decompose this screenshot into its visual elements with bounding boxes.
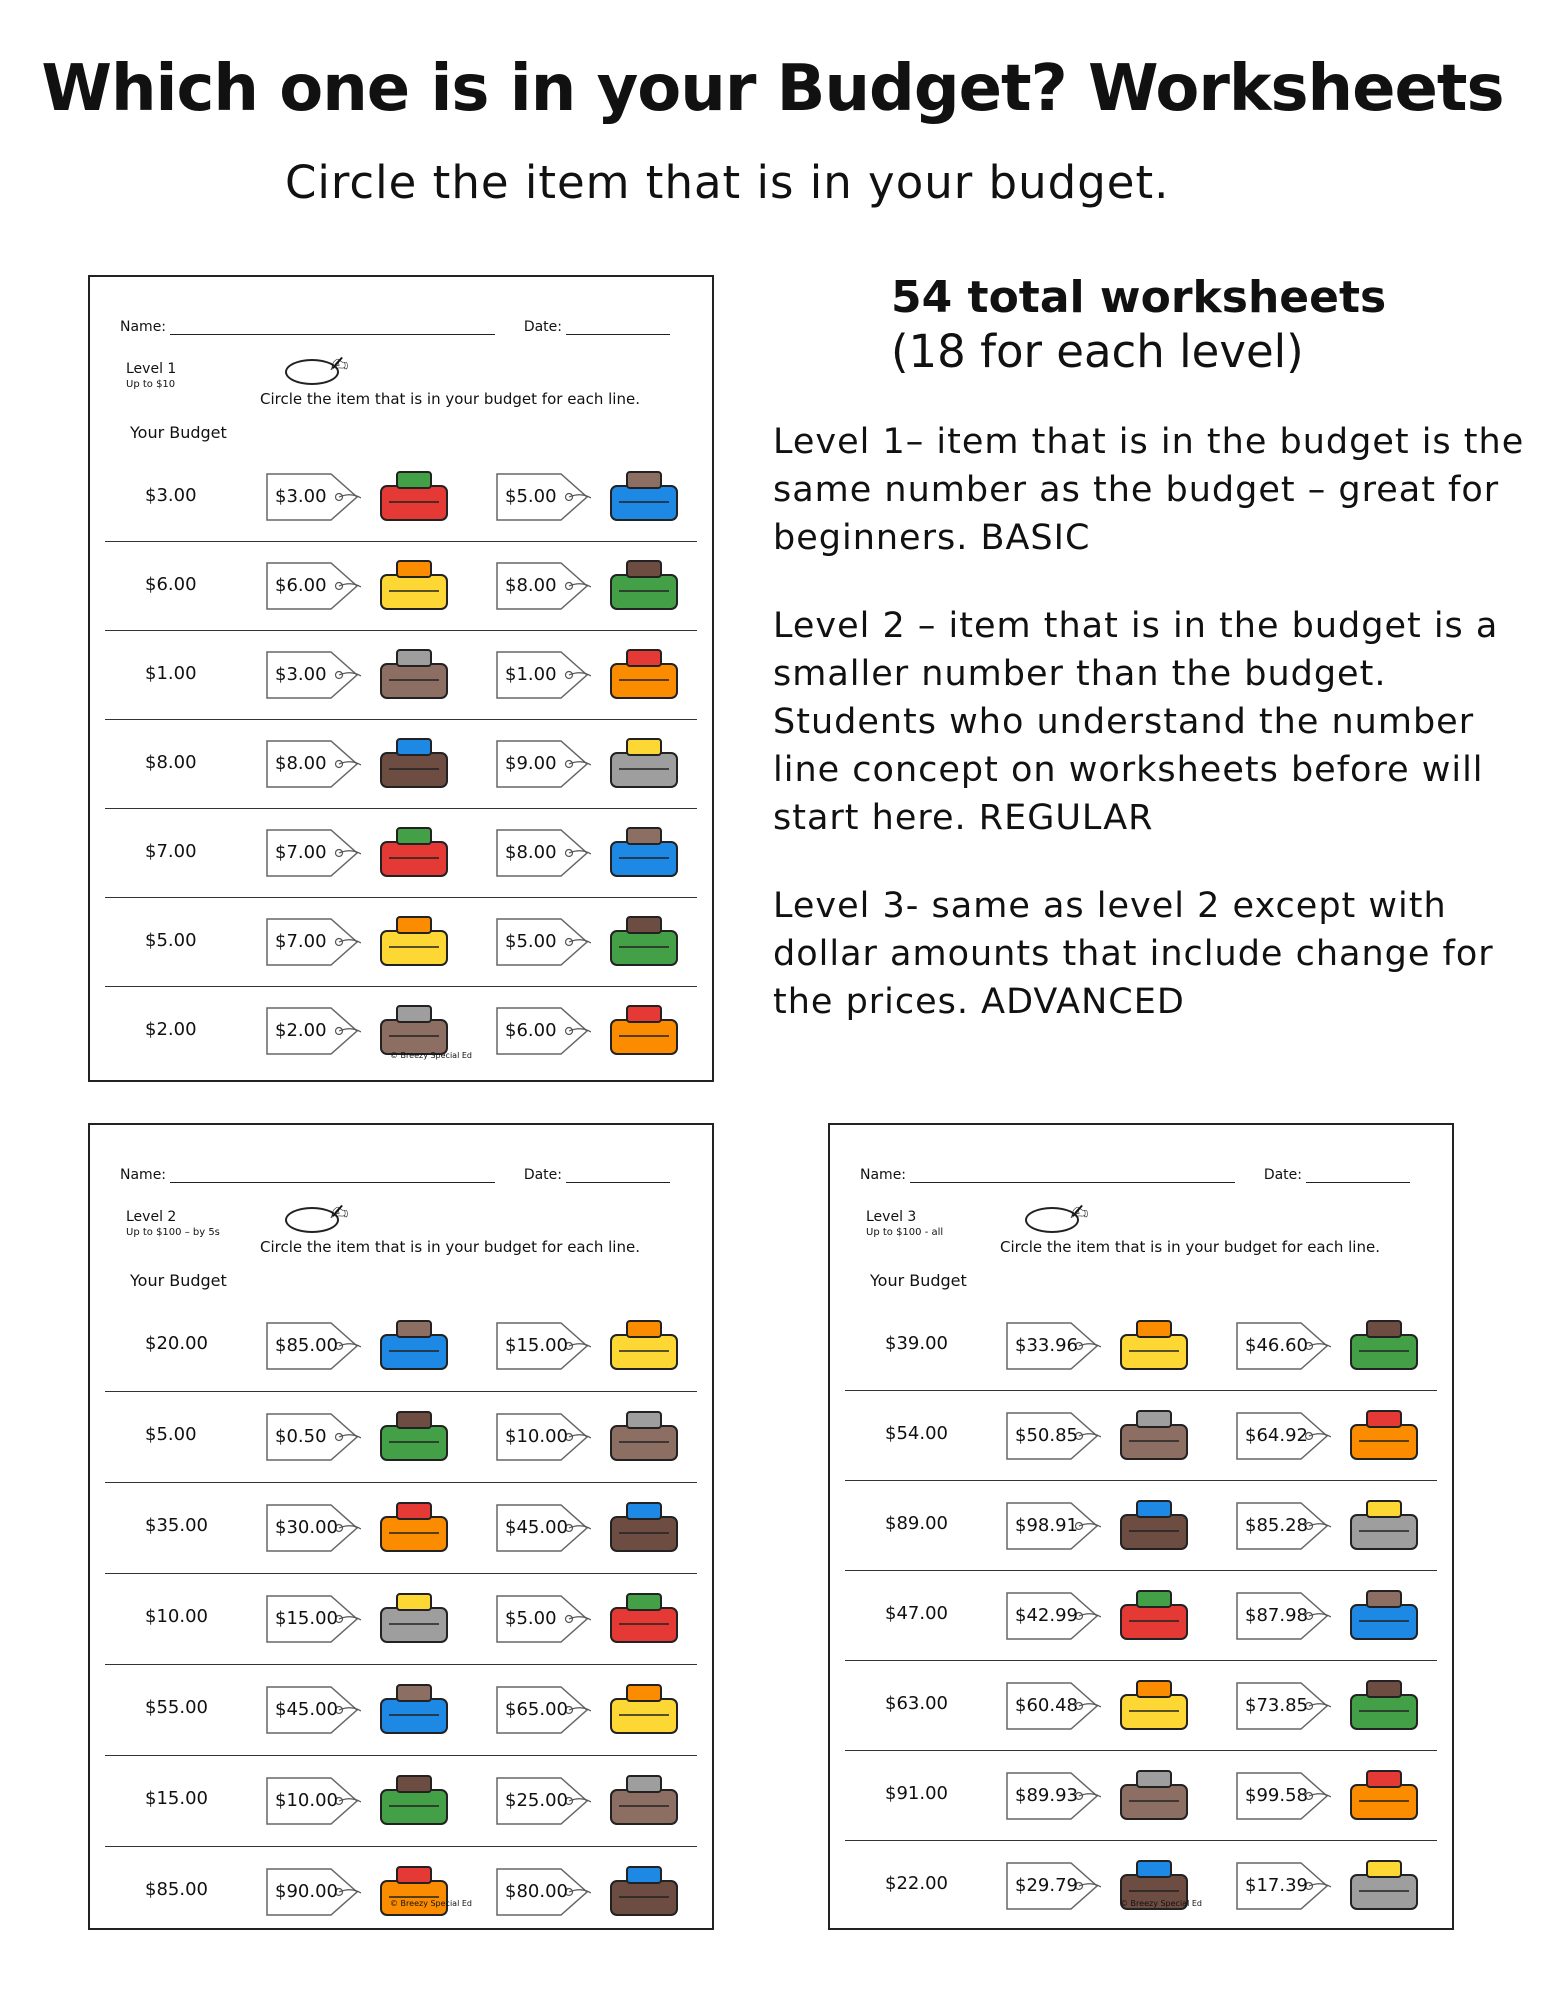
budget-amount: $22.00 xyxy=(885,1873,948,1894)
budget-row xyxy=(105,809,697,898)
price-label: $8.00 xyxy=(505,575,557,596)
price-label: $6.00 xyxy=(505,1020,557,1041)
chair-icon[interactable] xyxy=(1107,1581,1207,1651)
price-tag[interactable] xyxy=(1235,1501,1331,1551)
price-tag[interactable] xyxy=(495,472,591,522)
name-line[interactable] xyxy=(910,1182,1235,1183)
budget-rows xyxy=(105,1301,697,1937)
price-tag[interactable] xyxy=(265,1503,361,1553)
budget-amount: $85.00 xyxy=(145,1879,208,1900)
flowers-icon[interactable] xyxy=(1337,1671,1437,1741)
playhouse-icon[interactable] xyxy=(1337,1761,1437,1831)
budget-amount: $91.00 xyxy=(885,1783,948,1804)
price-tag[interactable] xyxy=(495,1412,591,1462)
level1-description: Level 1– item that is in the budget is the same number as the budget – great for beginners. BASIC xyxy=(773,422,1525,558)
price-tag[interactable] xyxy=(495,1685,591,1735)
level-name: Level 1 xyxy=(126,361,177,377)
price-label: $85.28 xyxy=(1245,1514,1308,1536)
blue-pliers-icon[interactable] xyxy=(367,1766,467,1836)
date-label: Date: xyxy=(523,319,562,335)
price-tag[interactable] xyxy=(265,650,361,700)
budget-amount: $6.00 xyxy=(145,574,197,595)
ruler-icon[interactable] xyxy=(597,640,697,710)
price-tag[interactable] xyxy=(1005,1771,1101,1821)
copyright: © Breezy Special Ed xyxy=(1120,1899,1202,1908)
price-label: $33.96 xyxy=(1015,1334,1078,1356)
tape-dispenser-icon[interactable] xyxy=(597,462,697,532)
budget-row xyxy=(105,1392,697,1483)
date-line[interactable] xyxy=(566,334,670,335)
kettle-grill-icon[interactable] xyxy=(1337,1491,1437,1561)
name-label: Name: xyxy=(120,1167,167,1183)
pointing-hand-icon: ✍ xyxy=(330,1201,349,1226)
level-name: Level 2 xyxy=(126,1209,177,1225)
budget-row xyxy=(105,1665,697,1756)
budget-amount: $47.00 xyxy=(885,1603,948,1624)
level-label xyxy=(126,361,176,393)
price-tag[interactable] xyxy=(265,561,361,611)
budget-row xyxy=(105,1756,697,1847)
worksheet-level-2 xyxy=(88,1123,714,1930)
pencils-icon[interactable] xyxy=(597,729,697,799)
budget-row xyxy=(105,1301,697,1392)
price-tag[interactable] xyxy=(265,828,361,878)
red-pens-icon[interactable] xyxy=(367,729,467,799)
price-tag[interactable] xyxy=(265,1867,361,1917)
budget-row xyxy=(105,987,697,1075)
price-tag[interactable] xyxy=(495,739,591,789)
price-label: $29.79 xyxy=(1015,1874,1078,1896)
budget-row xyxy=(845,1841,1437,1930)
budget-amount: $35.00 xyxy=(145,1515,208,1536)
info-panel xyxy=(773,272,1533,1026)
screwdriver-icon[interactable] xyxy=(597,1311,697,1381)
price-tag[interactable] xyxy=(265,739,361,789)
price-label: $42.99 xyxy=(1015,1604,1078,1626)
markers-icon[interactable] xyxy=(597,551,697,621)
level-range: Up to $100 - all xyxy=(866,1227,944,1238)
swing-set-icon[interactable] xyxy=(1107,1761,1207,1831)
budget-amount: $3.00 xyxy=(145,485,197,506)
price-label: $7.00 xyxy=(275,842,327,863)
price-tag[interactable] xyxy=(495,828,591,878)
tool-belt-icon[interactable] xyxy=(597,1493,697,1563)
budget-amount: $8.00 xyxy=(145,752,197,773)
price-label: $98.91 xyxy=(1015,1514,1078,1536)
budget-amount: $15.00 xyxy=(145,1788,208,1809)
budget-row xyxy=(105,453,697,542)
name-field xyxy=(860,1167,1235,1183)
budget-rows xyxy=(845,1301,1437,1930)
budget-row xyxy=(105,720,697,809)
level-name: Level 3 xyxy=(866,1209,917,1225)
doghouse-icon[interactable] xyxy=(1337,1401,1437,1471)
page-title: Which one is in your Budget? Worksheets xyxy=(41,52,1504,126)
price-tag[interactable] xyxy=(1235,1591,1331,1641)
name-line[interactable] xyxy=(170,1182,495,1183)
price-label: $5.00 xyxy=(505,486,557,507)
price-tag[interactable] xyxy=(495,917,591,967)
glue-sticks-icon[interactable] xyxy=(597,818,697,888)
level2-description: Level 2 – item that is in the budget is a smaller number than the budget. Students who understand the number line concept on worksheets before will start here. REGULAR xyxy=(773,606,1499,838)
price-label: $80.00 xyxy=(505,1881,568,1902)
price-label: $89.93 xyxy=(1015,1784,1078,1806)
price-tag[interactable] xyxy=(265,1685,361,1735)
highlighters-icon[interactable] xyxy=(597,996,697,1066)
price-label: $5.00 xyxy=(505,931,557,952)
date-line[interactable] xyxy=(566,1182,670,1183)
level-range: Up to $100 – by 5s xyxy=(126,1227,220,1238)
budget-row xyxy=(845,1751,1437,1841)
date-field xyxy=(1264,1167,1410,1183)
price-label: $1.00 xyxy=(505,664,557,685)
budget-amount: $63.00 xyxy=(885,1693,948,1714)
grill-icon[interactable] xyxy=(1107,1491,1207,1561)
potted-plant-icon[interactable] xyxy=(1337,1311,1437,1381)
price-tag[interactable] xyxy=(495,1867,591,1917)
lounger-icon[interactable] xyxy=(1337,1581,1437,1651)
hammer-icon[interactable] xyxy=(597,1584,697,1654)
price-tag[interactable] xyxy=(495,561,591,611)
price-label: $6.00 xyxy=(275,575,327,596)
price-tag[interactable] xyxy=(495,1006,591,1056)
budget-amount: $20.00 xyxy=(145,1333,208,1354)
drill-icon[interactable] xyxy=(367,1311,467,1381)
budget-amount: $10.00 xyxy=(145,1606,208,1627)
page-subtitle: Circle the item that is in your budget. xyxy=(285,156,1170,209)
small-doghouse-icon[interactable] xyxy=(1107,1401,1207,1471)
price-label: $10.00 xyxy=(505,1426,568,1447)
flower-bed-icon[interactable] xyxy=(1107,1671,1207,1741)
red-pliers-icon[interactable] xyxy=(597,1766,697,1836)
price-label: $50.85 xyxy=(1015,1424,1078,1446)
price-label: $73.85 xyxy=(1245,1694,1308,1716)
price-label: $5.00 xyxy=(505,1608,557,1629)
mallet-icon[interactable] xyxy=(367,1584,467,1654)
notebook-icon[interactable] xyxy=(597,907,697,977)
budget-amount: $55.00 xyxy=(145,1697,208,1718)
name-field xyxy=(120,1167,495,1183)
budget-amount: $2.00 xyxy=(145,1019,197,1040)
instruction-text: Circle the item that is in your budget for each line. xyxy=(1000,1238,1380,1256)
price-tag[interactable] xyxy=(1235,1321,1331,1371)
budget-amount: $5.00 xyxy=(145,1424,197,1445)
scissors-icon[interactable] xyxy=(367,640,467,710)
date-field xyxy=(524,1167,670,1183)
price-tag[interactable] xyxy=(1005,1681,1101,1731)
budget-amount: $54.00 xyxy=(885,1423,948,1444)
price-label: $3.00 xyxy=(275,486,327,507)
price-label: $64.92 xyxy=(1245,1424,1308,1446)
price-label: $90.00 xyxy=(275,1881,338,1902)
price-label: $8.00 xyxy=(275,753,327,774)
birdhouse-icon[interactable] xyxy=(1107,1851,1207,1921)
yellow-toolbox-icon[interactable] xyxy=(367,1857,467,1927)
date-label: Date: xyxy=(1263,1167,1302,1183)
budget-row xyxy=(105,542,697,631)
tape-measure-icon[interactable] xyxy=(367,1402,467,1472)
price-tag[interactable] xyxy=(1235,1861,1331,1911)
level-label xyxy=(866,1209,943,1241)
price-tag[interactable] xyxy=(265,1776,361,1826)
price-label: $3.00 xyxy=(275,664,327,685)
budget-row xyxy=(105,631,697,720)
price-tag[interactable] xyxy=(265,917,361,967)
your-budget-label: Your Budget xyxy=(870,1271,967,1290)
copyright: © Breezy Special Ed xyxy=(390,1051,472,1060)
price-tag[interactable] xyxy=(1235,1681,1331,1731)
green-saw-icon[interactable] xyxy=(597,1675,697,1745)
price-tag[interactable] xyxy=(265,1412,361,1462)
name-label: Name: xyxy=(120,319,167,335)
instruction-text: Circle the item that is in your budget for each line. xyxy=(260,1238,640,1256)
budget-row xyxy=(105,898,697,987)
price-tag[interactable] xyxy=(1235,1771,1331,1821)
budget-row xyxy=(845,1661,1437,1751)
price-tag[interactable] xyxy=(1005,1861,1101,1911)
price-tag[interactable] xyxy=(265,1006,361,1056)
price-label: $15.00 xyxy=(505,1335,568,1356)
price-label: $7.00 xyxy=(275,931,327,952)
level-range: Up to $10 xyxy=(126,379,176,390)
instruction-text: Circle the item that is in your budget for each line. xyxy=(260,390,640,408)
your-budget-label: Your Budget xyxy=(130,423,227,442)
price-label: $2.00 xyxy=(275,1020,327,1041)
level-tool-icon[interactable] xyxy=(597,1402,697,1472)
pointing-hand-icon: ✍ xyxy=(330,353,349,378)
price-tag[interactable] xyxy=(265,1321,361,1371)
budget-row xyxy=(105,1574,697,1665)
budget-row xyxy=(105,1847,697,1937)
your-budget-label: Your Budget xyxy=(130,1271,227,1290)
budget-amount: $7.00 xyxy=(145,841,197,862)
price-label: $45.00 xyxy=(505,1517,568,1538)
date-line[interactable] xyxy=(1306,1182,1410,1183)
price-tag[interactable] xyxy=(265,472,361,522)
copyright: © Breezy Special Ed xyxy=(390,1899,472,1908)
price-label: $87.98 xyxy=(1245,1604,1308,1626)
hard-hat-icon[interactable] xyxy=(367,1493,467,1563)
price-label: $65.00 xyxy=(505,1699,568,1720)
pen-icon[interactable] xyxy=(367,551,467,621)
price-label: $45.00 xyxy=(275,1699,338,1720)
price-tag[interactable] xyxy=(265,1594,361,1644)
price-label: $0.50 xyxy=(275,1426,327,1447)
price-label: $60.48 xyxy=(1015,1694,1078,1716)
level-label xyxy=(126,1209,220,1241)
pointing-hand-icon: ✍ xyxy=(1070,1201,1089,1226)
price-tag[interactable] xyxy=(1005,1501,1101,1551)
price-tag[interactable] xyxy=(1235,1411,1331,1461)
name-label: Name: xyxy=(860,1167,907,1183)
budget-amount: $1.00 xyxy=(145,663,197,684)
glue-bottle-icon[interactable] xyxy=(367,818,467,888)
worksheet-level-3 xyxy=(828,1123,1454,1930)
price-label: $8.00 xyxy=(505,842,557,863)
budget-amount: $39.00 xyxy=(885,1333,948,1354)
per-level-count: (18 for each level) xyxy=(891,325,1304,378)
price-tag[interactable] xyxy=(495,1776,591,1826)
level3-description: Level 3- same as level 2 except with dollar amounts that include change for the prices. ADVANCED xyxy=(773,886,1494,1022)
price-label: $10.00 xyxy=(275,1790,338,1811)
budget-amount: $5.00 xyxy=(145,930,197,951)
date-field xyxy=(524,319,670,335)
total-worksheets: 54 total worksheets xyxy=(891,272,1387,323)
name-line[interactable] xyxy=(170,334,495,335)
budget-rows xyxy=(105,453,697,1075)
price-tag[interactable] xyxy=(495,1321,591,1371)
worksheet-level-1 xyxy=(88,275,714,1082)
price-tag[interactable] xyxy=(495,650,591,700)
price-label: $25.00 xyxy=(505,1790,568,1811)
red-saw-icon[interactable] xyxy=(367,1675,467,1745)
red-toolbox-icon[interactable] xyxy=(597,1857,697,1927)
budget-row xyxy=(845,1481,1437,1571)
price-label: $85.00 xyxy=(275,1335,338,1356)
budget-row xyxy=(845,1301,1437,1391)
price-label: $17.39 xyxy=(1245,1874,1308,1896)
budget-row xyxy=(105,1483,697,1574)
price-tag[interactable] xyxy=(495,1503,591,1553)
price-label: $30.00 xyxy=(275,1517,338,1538)
price-tag[interactable] xyxy=(495,1594,591,1644)
price-tag[interactable] xyxy=(1005,1411,1101,1461)
name-field xyxy=(120,319,495,335)
date-label: Date: xyxy=(523,1167,562,1183)
price-label: $99.58 xyxy=(1245,1784,1308,1806)
budget-amount: $89.00 xyxy=(885,1513,948,1534)
price-tag[interactable] xyxy=(1005,1591,1101,1641)
price-tag[interactable] xyxy=(1005,1321,1101,1371)
budget-row xyxy=(845,1391,1437,1481)
price-label: $46.60 xyxy=(1245,1334,1308,1356)
bush-icon[interactable] xyxy=(1107,1311,1207,1381)
tissue-box-icon[interactable] xyxy=(367,462,467,532)
paintbrush-icon[interactable] xyxy=(367,907,467,977)
bird-feeder-icon[interactable] xyxy=(1337,1851,1437,1921)
price-label: $15.00 xyxy=(275,1608,338,1629)
price-label: $9.00 xyxy=(505,753,557,774)
budget-row xyxy=(845,1571,1437,1661)
